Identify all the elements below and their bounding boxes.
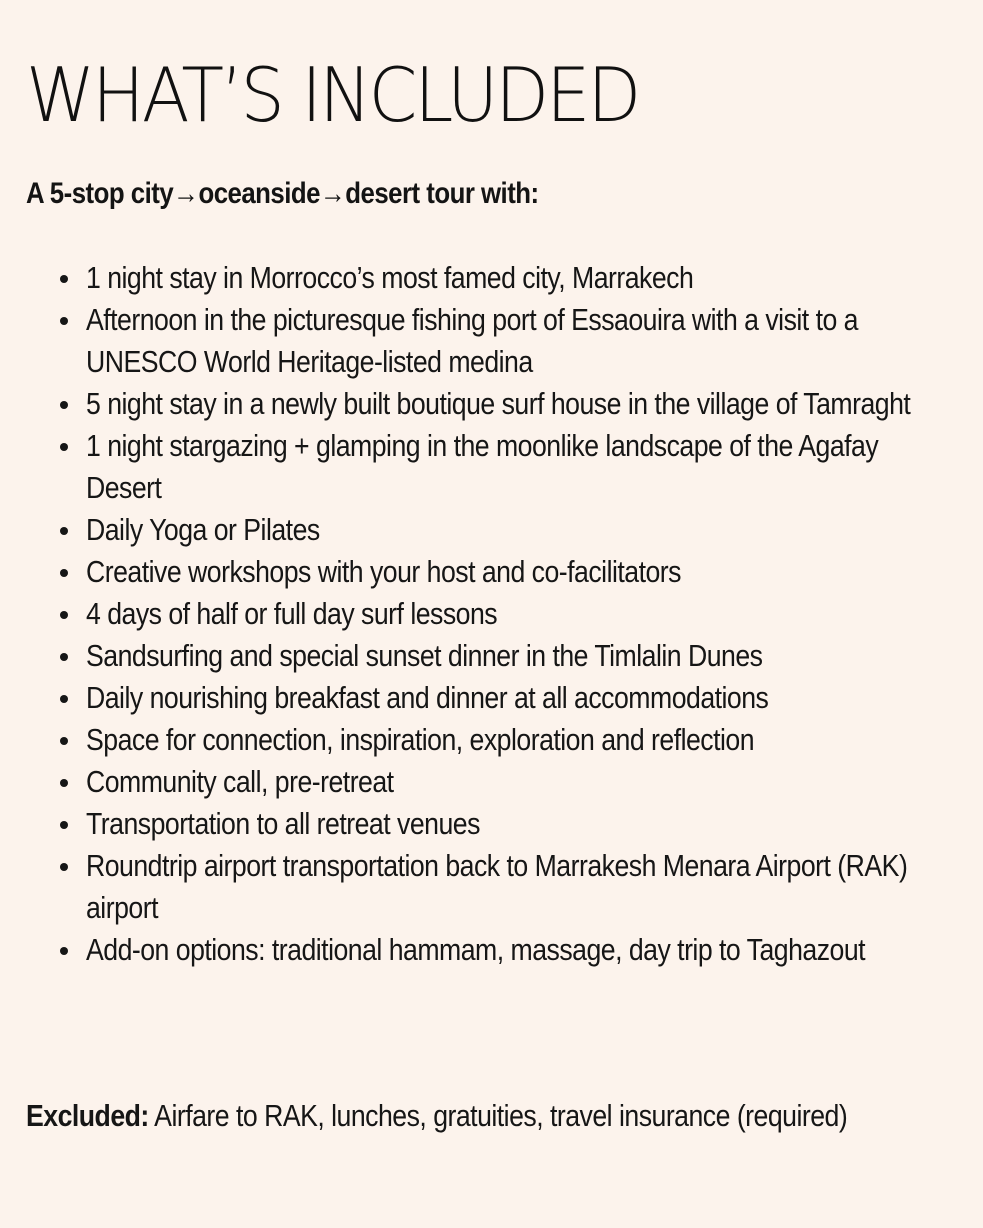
bullet-icon xyxy=(60,317,68,325)
list-item-text: Daily Yoga or Pilates xyxy=(86,512,320,547)
excluded-label: Excluded: xyxy=(26,1098,149,1133)
list-item-text: Creative workshops with your host and co-facilitators xyxy=(86,554,681,589)
list-item xyxy=(56,383,956,425)
bullet-icon xyxy=(60,569,68,577)
bullet-icon xyxy=(60,653,68,661)
included-list xyxy=(56,257,956,971)
bullet-icon xyxy=(60,527,68,535)
bullet-icon xyxy=(60,821,68,829)
list-item-text: 5 night stay in a newly built boutique surf house in the village of Tamraght xyxy=(86,386,911,421)
list-item xyxy=(56,845,956,929)
list-item-text: 1 night stargazing + glamping in the moonlike landscape of the Agafay Desert xyxy=(86,428,879,505)
page-title: WHAT’S INCLUDED xyxy=(26,51,639,139)
list-item-text: Roundtrip airport transportation back to Marrakesh Menara Airport (RAK) airport xyxy=(86,848,908,925)
list-item xyxy=(56,299,956,383)
list-item xyxy=(56,593,956,635)
list-item-text: Community call, pre-retreat xyxy=(86,764,394,799)
list-item-text: Daily nourishing breakfast and dinner at all accommodations xyxy=(86,680,769,715)
bullet-icon xyxy=(60,275,68,283)
list-item xyxy=(56,677,956,719)
list-item xyxy=(56,257,956,299)
list-item-text: 4 days of half or full day surf lessons xyxy=(86,596,498,631)
list-item-text: 1 night stay in Morrocco’s most famed city, Marrakech xyxy=(86,260,694,295)
list-item xyxy=(56,803,956,845)
list-item xyxy=(56,761,956,803)
bullet-icon xyxy=(60,695,68,703)
list-item-text: Transportation to all retreat venues xyxy=(86,806,480,841)
list-item-text: Space for connection, inspiration, exploration and reflection xyxy=(86,722,755,757)
bullet-icon xyxy=(60,947,68,955)
bullet-icon xyxy=(60,737,68,745)
list-item xyxy=(56,509,956,551)
list-item xyxy=(56,551,956,593)
list-item-text: Sandsurfing and special sunset dinner in the Timlalin Dunes xyxy=(86,638,763,673)
list-item-text: Afternoon in the picturesque fishing port of Essaouira with a visit to a UNESCO World Heritage-listed medina xyxy=(86,302,858,379)
list-item xyxy=(56,425,956,509)
bullet-icon xyxy=(60,863,68,871)
list-item xyxy=(56,635,956,677)
list-item-text: Add-on options: traditional hammam, massage, day trip to Taghazout xyxy=(86,932,866,967)
bullet-icon xyxy=(60,443,68,451)
bullet-icon xyxy=(60,401,68,409)
bullet-icon xyxy=(60,611,68,619)
excluded-text: Airfare to RAK, lunches, gratuities, travel insurance (required) xyxy=(148,1098,848,1133)
excluded-note xyxy=(26,1095,847,1137)
bullet-icon xyxy=(60,779,68,787)
list-item xyxy=(56,719,956,761)
list-item xyxy=(56,929,956,971)
subtitle: A 5-stop city→oceanside→desert tour with: xyxy=(26,177,539,210)
